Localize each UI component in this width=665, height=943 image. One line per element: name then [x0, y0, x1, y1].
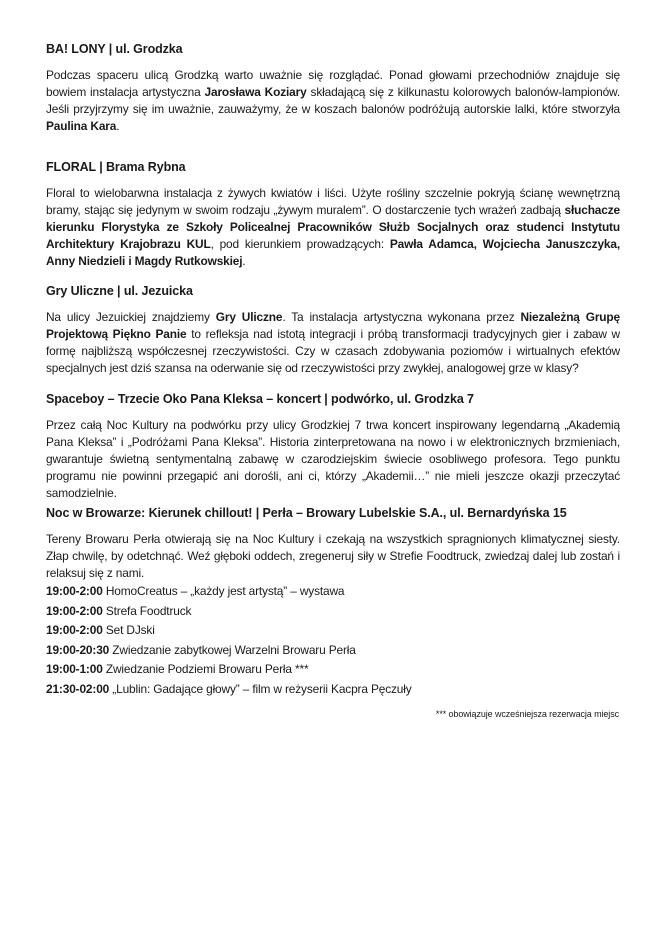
schedule-time: 19:00-2:00 [46, 623, 103, 638]
schedule-item [46, 660, 620, 680]
schedule-event: Zwiedzanie Podziemi Browaru Perła *** [105, 662, 309, 677]
section-heading: Gry Uliczne | ul. Jezuicka [46, 284, 193, 298]
text-run: Floral to wielobarwna instalacja z żywych kwiatów i liści. Użyte rośliny szczelnie pokryją ścianę wewnętrzną bramy, stając się jedynym w swoim rodzaju „żywym muralem”. O dostarczenie tych wrażeń zadbają [46, 186, 620, 217]
schedule-time: 19:00-2:00 [46, 584, 103, 598]
text-run: . [242, 254, 246, 268]
section-heading: BA! LONY | ul. Grodzka [46, 42, 183, 56]
text-run: , pod kierunkiem prowadzących: [210, 237, 390, 251]
section-floral [46, 159, 620, 270]
text-run: to refleksja nad istotą integracji i próbą transformacji tradycyjnych gier i zabaw w formę najbliższą współczesnej rzeczywistości. Czy w czasach zdobywania poziomów i wirtualnych efektów specjalnych jest dziś szansa na oderwanie się od rzeczywistości przy zwykłej, analogowej grze w klasy? [46, 327, 620, 375]
section-heading: FLORAL | Brama Rybna [46, 160, 186, 174]
text-run: Tereny Browaru Perła otwierają się na Noc Kultury i czekają na wszystkich spragnionych klimatycznej siesty. Złap chwilę, by odetchnąć. Weź głęboki oddech, zregeneruj siły w Strefie Foodtruck, zwiedzaj dalej lub zostań i relaksuj się z nami. [46, 532, 620, 580]
bold-text: Paulina Kara [46, 119, 117, 133]
text-run: . Ta instalacja artystyczna wykonana przez [282, 310, 521, 324]
schedule-event: Strefa Foodtruck [105, 603, 192, 618]
bold-text: Niezależną Grupę Projektową Piękno Panie [46, 310, 620, 341]
section-body [46, 531, 620, 582]
schedule-time: 19:00-2:00 [46, 603, 103, 618]
text-run: Podczas spaceru ulicą Grodzką warto uważnie się rozglądać. Ponad głowami przechodniów znajduje się bowiem instalacja artystyczna [46, 68, 620, 99]
section-body [46, 417, 620, 502]
schedule-item [46, 582, 620, 602]
section-heading: Spaceboy – Trzecie Oko Pana Kleksa – koncert | podwórko, ul. Grodzka 7 [46, 392, 474, 406]
schedule-item [46, 621, 620, 641]
footnote: *** obowiązuje wcześniejsza rezerwacja miejsc [435, 709, 619, 719]
text-run: Przez całą Noc Kultury na podwórku przy ulicy Grodzkiej 7 trwa koncert inspirowany legendarną „Akademią Pana Kleksa” i „Podróżami Pana Kleksa”. Historia zinterpretowana na nowo i w elektronicznych brzmieniach, gwarantuje świetną sentymentalną zabawę w czarodziejskim świecie osobliwego profesora. Tego punktu programu nie powinni przegapić ani dorośli, ani ci, którzy „Akademii…” nie mieli jeszcze okazji przeczytać samodzielnie. [46, 418, 620, 500]
section-balony [46, 41, 620, 135]
section-gry-uliczne [46, 283, 620, 377]
schedule-item [46, 602, 620, 622]
section-spaceboy [46, 391, 620, 502]
schedule-time: 19:00-20:30 [46, 642, 110, 657]
text-run: . [116, 119, 120, 133]
schedule-item [46, 680, 620, 700]
section-body [46, 309, 620, 377]
bold-text: Gry Uliczne [215, 310, 283, 324]
section-heading: Noc w Browarze: Kierunek chillout! | Perła – Browary Lubelskie S.A., ul. Bernardyńska 15 [46, 506, 567, 520]
bold-text: Jarosława Koziary [204, 85, 307, 99]
schedule-list [46, 582, 620, 700]
section-body [46, 67, 620, 135]
text-run: składającą się z kilkunastu kolorowych balonów-lampionów. Jeśli przyjrzymy się im uważnie, zauważymy, że w koszach balonów podróżują autorskie lalki, które stworzyła [46, 85, 620, 116]
bold-text: Pawła Adamca, Wojciecha Januszczyka, Anny Niedzieli i Magdy Rutkowskiej [46, 237, 620, 268]
schedule-time: 19:00-1:00 [46, 662, 103, 677]
schedule-event: Zwiedzanie zabytkowej Warzelni Browaru Perła [112, 642, 356, 657]
schedule-event: „Lublin: Gadające głowy” – film w reżyserii Kacpra Pęczuły [112, 681, 412, 696]
schedule-event: HomoCreatus – „każdy jest artystą” – wystawa [105, 584, 345, 598]
schedule-item [46, 641, 620, 661]
schedule-time: 21:30-02:00 [46, 681, 110, 696]
bold-text: słuchacze kierunku Florystyka ze Szkoły Policealnej Pracowników Służb Socjalnych oraz studenci Instytutu Architektury Krajobrazu KUL [46, 203, 620, 251]
section-browar [46, 505, 620, 700]
schedule-event: Set DJski [105, 623, 155, 638]
text-run: Na ulicy Jezuickiej znajdziemy [46, 310, 216, 324]
section-body [46, 185, 620, 270]
